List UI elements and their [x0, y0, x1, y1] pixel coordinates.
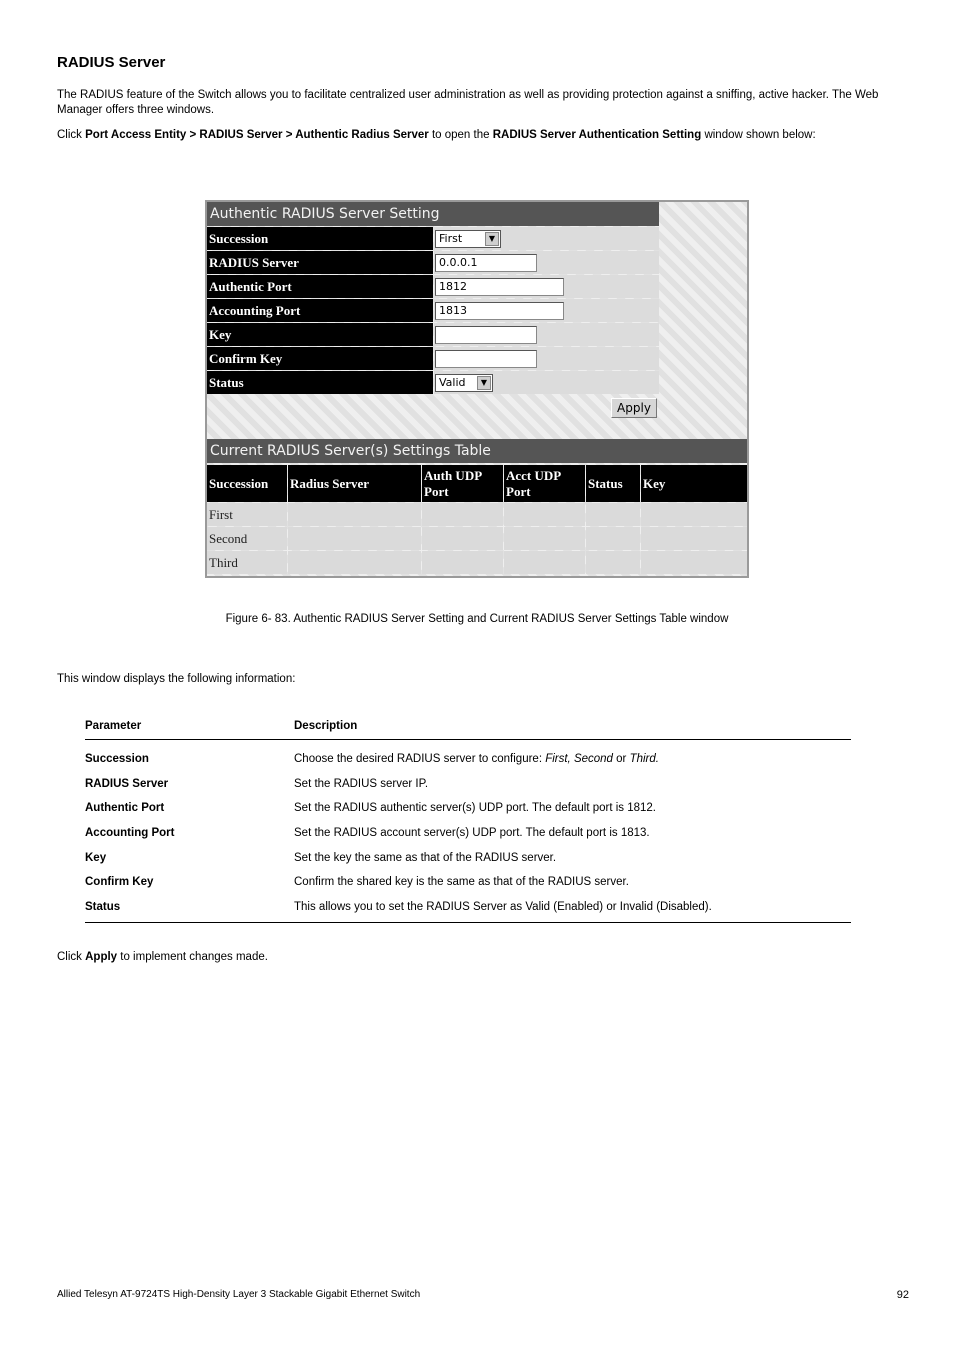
setting-header: Authentic RADIUS Server Setting: [207, 202, 659, 226]
succession-select[interactable]: [435, 230, 501, 248]
table-cell: [504, 551, 585, 574]
param-name-authentic-port: Authentic Port: [85, 802, 165, 814]
key-input[interactable]: [435, 326, 537, 344]
select-value: Valid: [439, 376, 466, 389]
footer-product: Allied Telesyn AT-9724TS High-Density Layer 3 Stackable Gigabit Ethernet Switch: [57, 1289, 421, 1300]
field-label: Accounting Port: [207, 299, 433, 322]
param-name-accounting-port: Accounting Port: [85, 827, 175, 839]
select-value: First: [439, 232, 463, 245]
field-cell: [434, 275, 659, 298]
status-select[interactable]: [435, 374, 493, 392]
table-cell: [288, 527, 421, 550]
param-name-status: Status: [85, 901, 121, 913]
param-desc-succession: [294, 753, 659, 765]
field-label: Confirm Key: [207, 347, 433, 370]
section-title: RADIUS Server: [57, 54, 166, 71]
field-label: Succession: [207, 227, 433, 250]
table-cell: [641, 527, 747, 550]
param-desc-confirm-key: Confirm the shared key is the same as that of the RADIUS server.: [294, 876, 629, 888]
field-cell: [434, 299, 659, 322]
intro-paragraph: The RADIUS feature of the Switch allows you to facilitate centralized user administration as well as providing protection against a sniffing, active hacker. The Web Manager offers three windows.: [57, 89, 879, 116]
param-desc-status: This allows you to set the RADIUS Server as Valid (Enabled) or Invalid (Disabled).: [294, 901, 712, 913]
nav-path: Port Access Entity > RADIUS Server > Authentic Radius Server: [85, 129, 429, 141]
table-header: Current RADIUS Server(s) Settings Table: [207, 439, 747, 463]
field-row-key: [207, 323, 659, 347]
dropdown-arrow-icon: ▼: [485, 232, 499, 246]
param-desc-accounting-port: Set the RADIUS account server(s) UDP port. The default port is 1813.: [294, 827, 650, 839]
field-label: Authentic Port: [207, 275, 433, 298]
figure-caption: Figure 6- 83. Authentic RADIUS Server Setting and Current RADIUS Server Settings Table window: [225, 613, 729, 625]
desc-text: or: [612, 753, 630, 765]
field-row-succession: [207, 227, 659, 251]
field-row-status: [207, 371, 659, 395]
table-cell: [586, 551, 640, 574]
table-cell: [288, 551, 421, 574]
table-bottom-rule: [85, 922, 851, 923]
field-cell: [434, 251, 659, 274]
desc-text: Choose the desired RADIUS server to configure:: [294, 753, 546, 765]
column-header-status: Status: [586, 465, 640, 502]
table-cell: [422, 551, 503, 574]
column-header-succession: Succession: [207, 465, 287, 502]
field-label: Key: [207, 323, 433, 346]
table-cell-succession: First: [207, 503, 287, 526]
radius-setting-screenshot: [205, 200, 749, 578]
dropdown-arrow-icon: ▼: [477, 376, 491, 390]
field-cell: [434, 371, 659, 394]
radius-server-input[interactable]: 0.0.0.1: [435, 254, 537, 272]
desc-italic: First, Second: [545, 753, 613, 765]
nav-middle: to open the: [428, 129, 493, 141]
apply-button[interactable]: Apply: [611, 398, 657, 418]
authentic-port-input[interactable]: 1812: [435, 278, 564, 296]
field-row-radius-server: [207, 251, 659, 275]
nav-instruction: [57, 128, 897, 143]
page-number: 92: [896, 1289, 909, 1301]
param-column-header: Parameter: [85, 720, 142, 732]
apply-note-suffix: to implement changes made.: [117, 951, 268, 963]
field-cell: [434, 227, 659, 250]
table-cell: [288, 503, 421, 526]
table-cell: [586, 503, 640, 526]
nav-suffix: window shown below:: [701, 129, 816, 141]
field-row-authentic-port: [207, 275, 659, 299]
table-cell-succession: Second: [207, 527, 287, 550]
param-desc-key: Set the key the same as that of the RADIUS server.: [294, 852, 557, 864]
field-label: RADIUS Server: [207, 251, 433, 274]
table-top-rule: [85, 739, 851, 740]
table-cell: [504, 503, 585, 526]
table-cell: [504, 527, 585, 550]
field-row-accounting-port: [207, 299, 659, 323]
field-cell: [434, 347, 659, 370]
apply-note: [57, 950, 897, 965]
param-desc-radius-server: Set the RADIUS server IP.: [294, 778, 429, 790]
desc-column-header: Description: [294, 720, 358, 732]
accounting-port-input[interactable]: 1813: [435, 302, 564, 320]
param-name-confirm-key: Confirm Key: [85, 876, 154, 888]
field-label: Status: [207, 371, 433, 394]
desc-italic: Third.: [629, 753, 659, 765]
nav-window-name: RADIUS Server Authentication Setting: [492, 129, 702, 141]
table-cell: [422, 527, 503, 550]
column-header-key: Key: [641, 465, 747, 502]
apply-note-prefix: Click: [57, 951, 86, 963]
column-header-auth-udp-port: Auth UDP Port: [422, 465, 503, 502]
table-cell: [641, 551, 747, 574]
confirm-key-input[interactable]: [435, 350, 537, 368]
field-row-confirm-key: [207, 347, 659, 371]
table-cell: [586, 527, 640, 550]
param-name-radius-server: RADIUS Server: [85, 778, 169, 790]
field-cell: [434, 323, 659, 346]
table-cell-succession: Third: [207, 551, 287, 574]
param-name-key: Key: [85, 852, 107, 864]
table-cell: [422, 503, 503, 526]
param-name-succession: Succession: [85, 753, 149, 765]
apply-note-bold: Apply: [85, 951, 118, 963]
table-cell: [641, 503, 747, 526]
column-header-radius-server: Radius Server: [288, 465, 421, 502]
nav-prefix: Click: [57, 129, 86, 141]
column-header-acct-udp-port: Acct UDP Port: [504, 465, 585, 502]
param-desc-authentic-port: Set the RADIUS authentic server(s) UDP port. The default port is 1812.: [294, 802, 656, 814]
info-line: This window displays the following information:: [57, 673, 296, 685]
